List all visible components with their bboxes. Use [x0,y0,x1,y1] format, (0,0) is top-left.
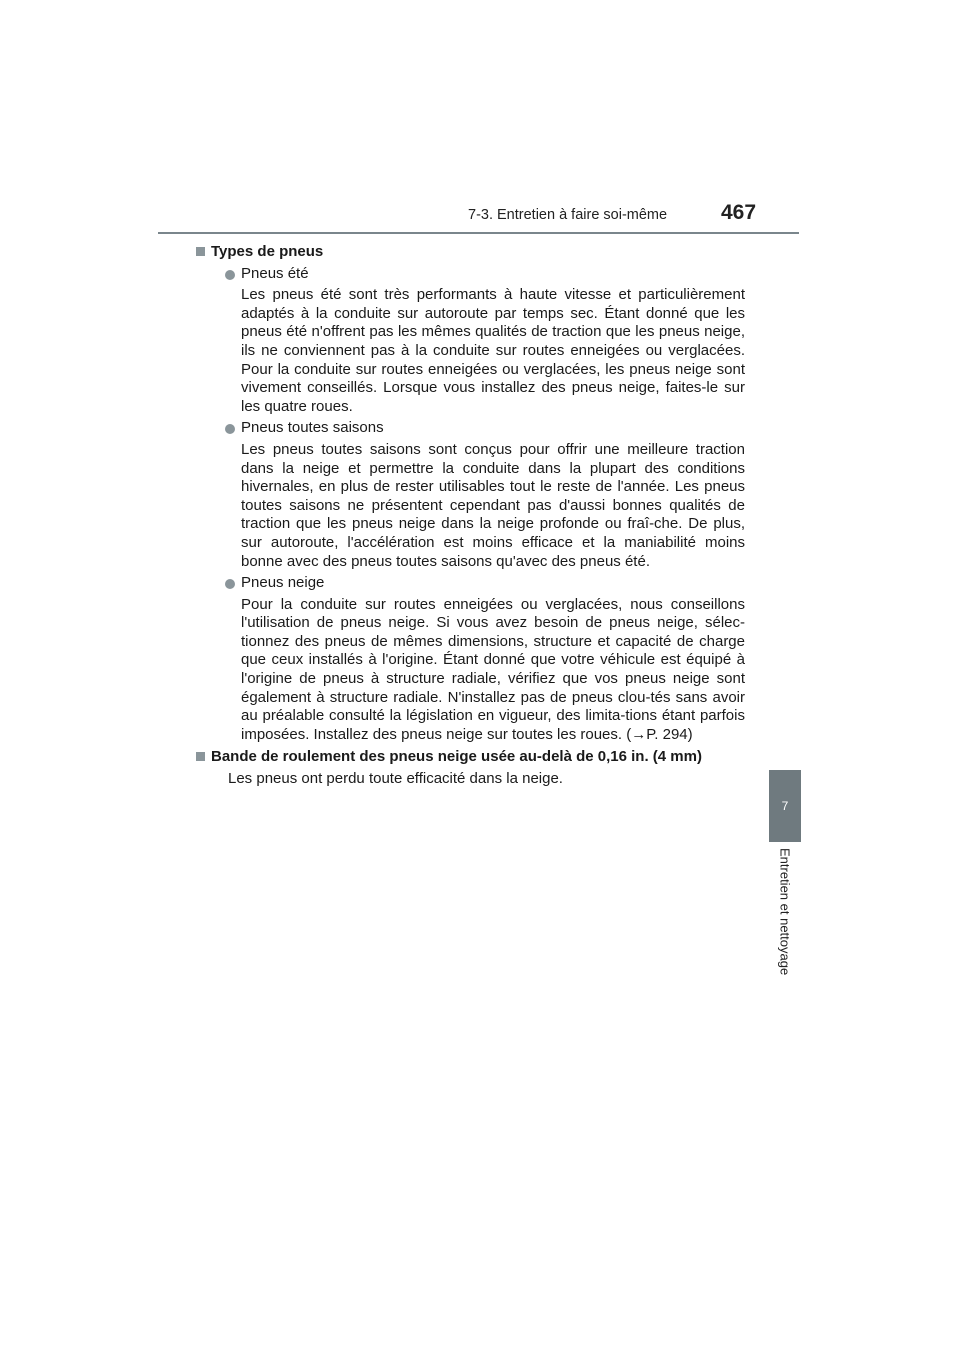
square-bullet-icon [196,247,205,256]
chapter-number: 7 [781,799,789,813]
paragraph: Les pneus ont perdu toute efficacité dans la neige. [228,770,563,788]
chapter-title: Entretien et nettoyage [777,848,793,976]
square-bullet-icon [196,752,205,761]
bullet-label: Pneus neige [241,574,325,592]
section-title: 7-3. Entretien à faire soi-même [468,207,668,223]
list-item [212,265,745,284]
paragraph: Pour la conduite sur routes enneigées ou verglacées, nous conseillons l'utilisation de pneus neige. Si vous avez besoin de pneus neige, sélec-tionnez des pneus de mêmes dimensions, structure et capacité de charge que ceux installés à l'origine. Étant donné que votre véhicule est équipé à l'origine de pneus à structure radiale, vérifiez que vos pneus neige sont également à structure radiale. N'installez pas de pneus clou-tés sans avoir au préalable consulté la législation en vigueur, des limita-tions étant parfois imposées. Installez des pneus neige sur toutes les roues. (→P. 294) [241,595,745,743]
paragraph: Les pneus été sont très performants à haute vitesse et particulièrement adaptés à la conduite sur autoroute par temps sec. Étant donné que les pneus été n'offrent pas les mêmes qualités de traction que les pneus neige, ils ne conviennent pas à la conduite sur routes enneigées ou verglacées. Pour la conduite sur routes enneigées ou verglacées, les pneus neige sont vivement conseillés. Lorsque vous installez des pneus neige, faites-le sur les quatre roues. [241,286,745,415]
bullet-label: Pneus été [241,264,309,282]
list-item [212,419,745,438]
heading-text: Types de pneus [211,243,324,260]
chapter-label [769,848,801,976]
page-content [212,243,745,789]
round-bullet-icon [225,270,235,280]
header-divider [158,232,799,234]
list-item [212,574,745,593]
heading-worn-tread [211,748,745,767]
bullet-label: Pneus toutes saisons [241,419,384,437]
paragraph: Les pneus toutes saisons sont conçus pour offrir une meilleure traction dans la neige et permettre la conduite dans la plupart des conditions hivernales, en plus de rester utilisables tout le reste de l'année. Les pneus toutes saisons ne présentent cependant pas d'aussi bonnes qualités de traction que les pneus neige dans la neige profonde ou fraî-che. De plus, sur autoroute, l'accélération est moins efficace et la maniabilité moins bonne avec des pneus toutes saisons qu'avec des pneus été. [241,440,745,570]
chapter-tab [769,770,801,842]
page-number: 467 [721,201,757,224]
heading-text: Bande de roulement des pneus neige usée au-delà de 0,16 in. (4 mm) [211,748,702,766]
heading-tire-types [211,243,745,262]
